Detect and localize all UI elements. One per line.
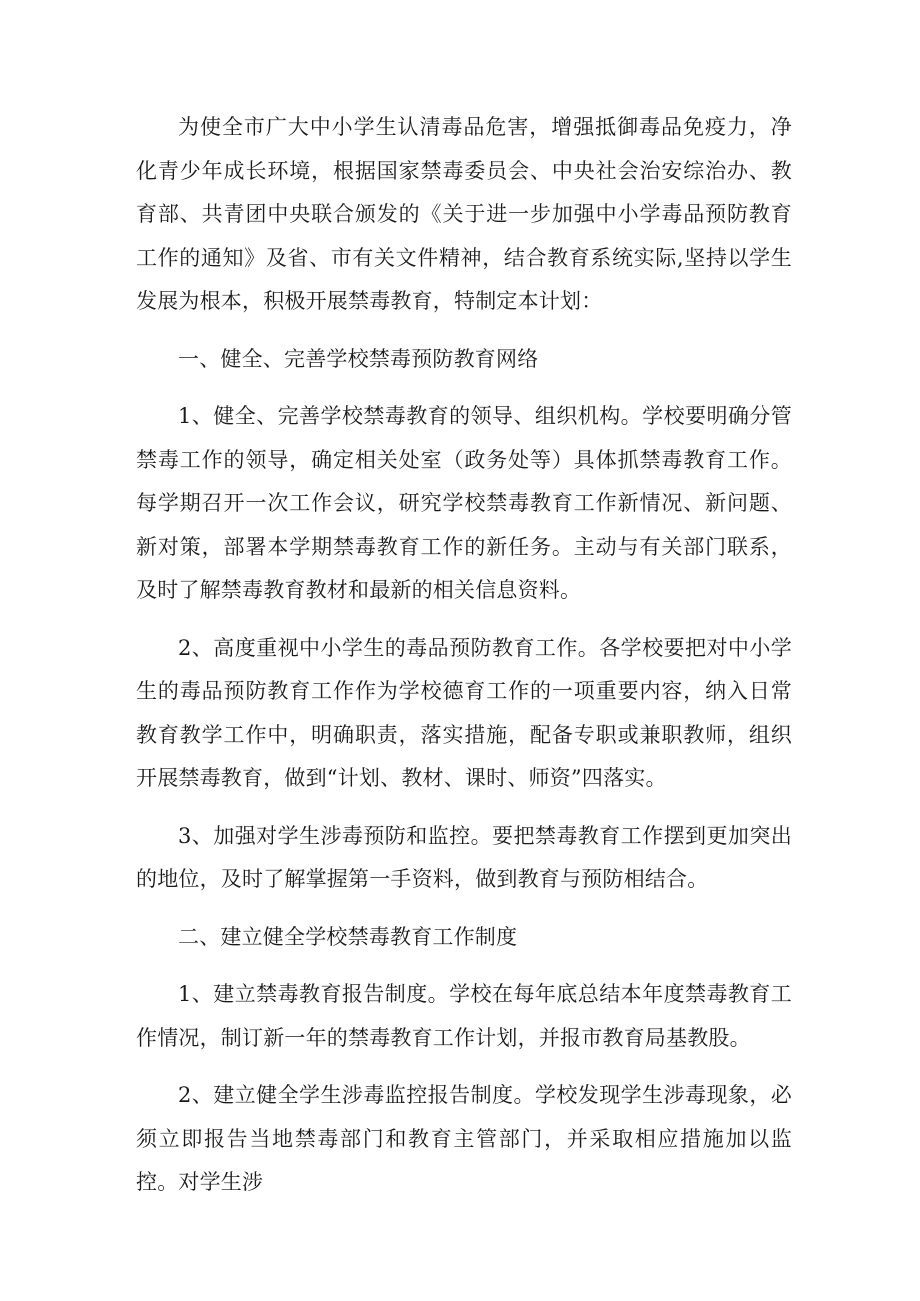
- paragraph-1-1: 1、健全、完善学校禁毒教育的领导、组织机构。学校要明确分管禁毒工作的领导，确定相关处室（政务处等）具体抓禁毒教育工作。每学期召开一次工作会议，研究学校禁毒教育工作新情况、新问题、新对策，部署本学期禁毒教育工作的新任务。主动与有关部门联系，及时了解禁毒教育教材和最新的相关信息资料。: [136, 404, 792, 602]
- paragraph-2-2: 2、建立健全学生涉毒监控报告制度。学校发现学生涉毒现象，必须立即报告当地禁毒部门和教育主管部门，并采取相应措施加以监控。对学生涉: [136, 1083, 792, 1194]
- section-heading-1: 一、健全、完善学校禁毒预防教育网络: [178, 346, 539, 371]
- paragraph-1-3: 3、加强对学生涉毒预防和监控。要把禁毒教育工作摆到更加突出的地位，及时了解掌握第一手资料，做到教育与预防相结合。: [136, 823, 792, 891]
- document-body: [136, 106, 792, 1219]
- section-heading-2: 二、建立健全学校禁毒教育工作制度: [178, 924, 518, 949]
- paragraph-2-1: 1、建立禁毒教育报告制度。学校在每年底总结本年度禁毒教育工作情况，制订新一年的禁毒教育工作计划，并报市教育局基教股。: [136, 982, 792, 1050]
- paragraph-1-2: 2、高度重视中小学生的毒品预防教育工作。各学校要把对中小学生的毒品预防教育工作作为学校德育工作的一项重要内容，纳入日常教育教学工作中，明确职责，落实措施，配备专职或兼职教师，组织开展禁毒教育，做到“计划、教材、课时、师资”四落实。: [136, 635, 792, 790]
- intro-paragraph: 为使全市广大中小学生认清毒品危害，增强抵御毒品免疫力，净化青少年成长环境，根据国家禁毒委员会、中央社会治安综治办、教育部、共青团中央联合颁发的《关于进一步加强中小学毒品预防教育工作的通知》及省、市有关文件精神，结合教育系统实际,坚持以学生发展为根本，积极开展禁毒教育，特制定本计划：: [136, 115, 792, 313]
